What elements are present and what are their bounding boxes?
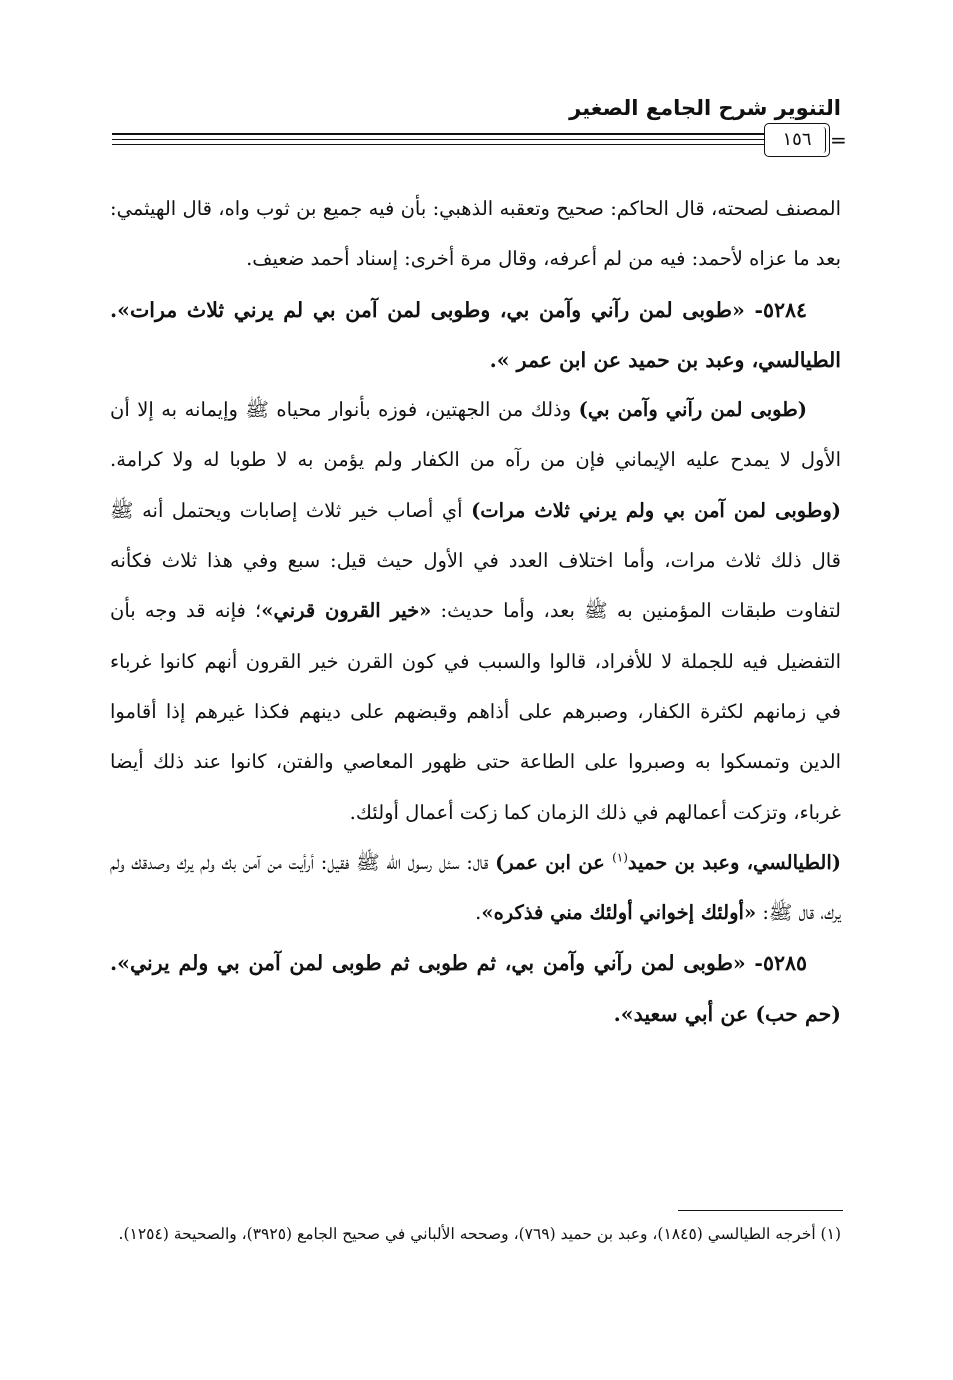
commentary-text: قال: سئل رسول الله ﷺ فقيل: أرأيت من آمن بك ولم يرك وصدقك ولم يرك، قال ﷺ: — [110, 850, 841, 925]
source-attribution: (الطيالسي، وعبد بن حميد — [627, 850, 841, 874]
paragraph-continuation: المصنف لصحته، قال الحاكم: صحيح وتعقبه الذهبي: بأن فيه جميع بن ثوب واه، قال الهيثمي: بعد ما عزاه لأحمد: فيه من لم أعرفه، وقال مرة أخرى: إسناد أحمد ضعيف. — [110, 197, 841, 271]
commentary-5284-source — [110, 838, 841, 939]
hadith-5284: ٥٢٨٤- «طوبى لمن رآني وآمن بي، وطوبى لمن آمن بي لم يرني ثلاث مرات». الطيالسي، وعبد بن حميد عن ابن عمر ». — [110, 297, 841, 372]
commentary-text: ؛ فإنه قد وجه بأن التفضيل فيه للجملة لا للأفراد، قالوا والسبب في كون القرن خير القرون أنهم كانوا غرباء في زمانهم لكثرة الكفار، وصبرهم على أذاهم وقبضهم على دينهم فكذا غيرهم إذا أقاموا الدين وتمسكوا به وصبروا على الطاعة حتى ظهور المعاصي والفتن، كانوا عند ذلك أيضا غرباء، وتزكت أعمالهم في ذلك الزمان كما زكت أعمال أولئك. — [110, 599, 841, 824]
footnote-1: (١) أخرجه الطيالسي (١٨٤٥)، وعبد بن حميد (٧٦٩)، وصححه الألباني في صحيح الجامع (٣٩٢٥)، والصحيحة (١٢٥٤). — [118, 1225, 841, 1243]
header-rule-middle — [112, 139, 825, 140]
commentary-text: وذلك من الجهتين، فوزه بأنوار محياه ﷺ وإيمانه به إلا أن الأول لا يمدح عليه الإيماني فإن من رآه من الكفار ولم يؤمن به لا طوبا له ولا كرامة. — [110, 398, 841, 472]
header-rule-bottom — [112, 144, 825, 145]
main-text — [110, 184, 841, 1039]
quoted-phrase: (طوبى لمن رآني وآمن بي) — [578, 398, 807, 422]
footnotes — [110, 1220, 841, 1249]
footnote-separator — [678, 1210, 843, 1211]
quoted-phrase: (وطوبى لمن آمن بي ولم يرني ثلاث مرات) — [471, 498, 841, 522]
commentary-text: أي أصاب خير ثلاث إصابات ويحتمل أنه ﷺ قال ذلك ثلاث مرات، وأما اختلاف العدد في الأول حيث قيل: سبع وفي هذا ثلاث فكأنه لتفاوت طبقات المؤمنين به ﷺ بعد، وأما حديث: — [110, 498, 841, 623]
page-number: ١٥٦ — [764, 123, 830, 157]
running-title: التنوير شرح الجامع الصغير — [569, 96, 841, 120]
header-rule-top — [112, 133, 825, 135]
page-number-dash: = — [830, 128, 847, 152]
commentary-text: . — [475, 901, 482, 925]
hadith-5285: ٥٢٨٥- «طوبى لمن رآني وآمن بي، ثم طوبى ثم طوبى لمن آمن بي ولم يرني». (حم حب) عن أبي سعيد». — [110, 951, 841, 1026]
commentary-5284 — [110, 385, 841, 838]
quoted-hadith: «أولئك إخواني أولئك مني فذكره» — [481, 901, 757, 925]
footnote-reference: (١) — [612, 850, 628, 865]
source-attribution: عن ابن عمر) — [495, 850, 613, 874]
quoted-hadith: «خير القرون قرني» — [261, 599, 432, 623]
